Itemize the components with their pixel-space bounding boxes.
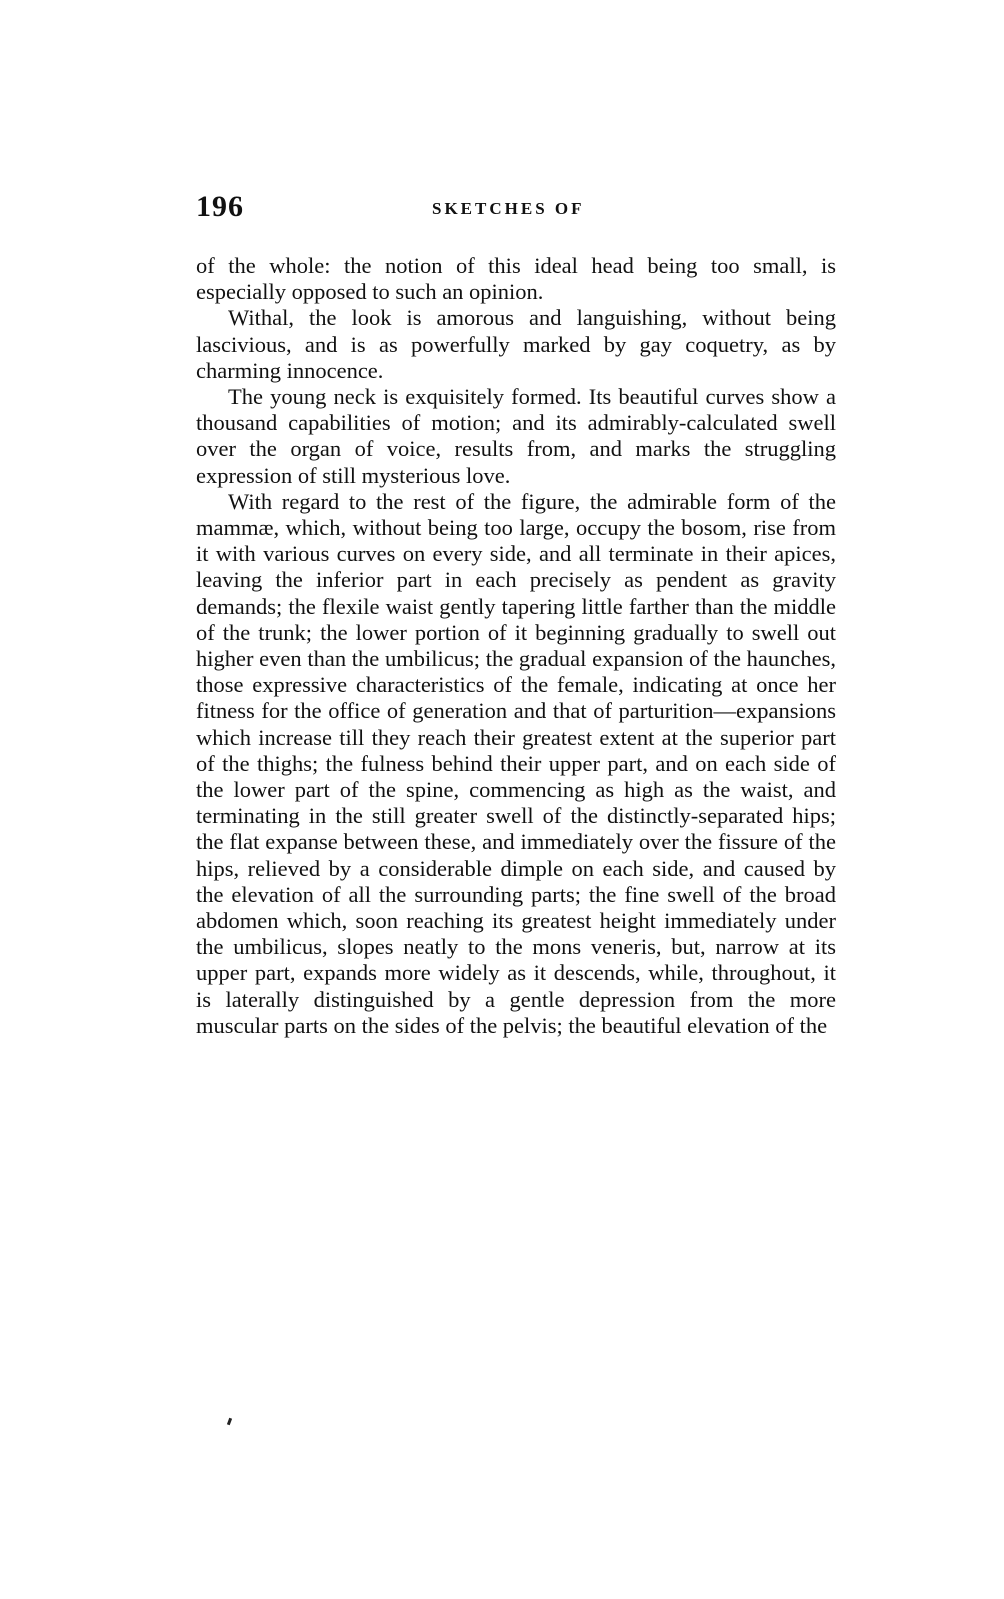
ink-speck (227, 1418, 232, 1426)
paragraph: The young neck is exquisitely formed. Its beautiful curves show a thousand capabilities of motion; and its admirably-calculated swell over the organ of voice, results from, and marks the struggling expression of still mysterious love. (196, 384, 836, 488)
paragraph: Withal, the look is amorous and languishing, without being lascivious, and is as powerfully marked by gay coquetry, as by charming innocence. (196, 305, 836, 383)
page-header (196, 190, 836, 230)
page-number: 196 (196, 190, 244, 223)
running-head: SKETCHES OF (432, 199, 585, 218)
body-text (196, 253, 836, 1039)
paragraph-continuation: of the whole: the notion of this ideal head being too small, is especially opposed to such an opinion. (196, 253, 836, 305)
paragraph: With regard to the rest of the figure, the admirable form of the mammæ, which, without being too large, occupy the bosom, rise from it with various curves on every side, and all terminate in their apices, leaving the inferior part in each precisely as pendent as gravity demands; the flexile waist gently tapering little farther than the middle of the trunk; the lower portion of it beginning gradually to swell out higher even than the umbilicus; the gradual expansion of the haunches, those expressive characteristics of the female, indicating at once her fitness for the office of generation and that of parturition—expansions which increase till they reach their greatest extent at the superior part of the thighs; the fulness behind their upper part, and on each side of the lower part of the spine, commencing as high as the waist, and terminating in the still greater swell of the distinctly-separated hips; the flat expanse between these, and immediately over the fissure of the hips, relieved by a considerable dimple on each side, and caused by the elevation of all the surrounding parts; the fine swell of the broad abdomen which, soon reaching its greatest height immediately under the umbilicus, slopes neatly to the mons veneris, but, narrow at its upper part, expands more widely as it descends, while, throughout, it is laterally distinguished by a gentle depression from the more muscular parts on the sides of the pelvis; the beautiful elevation of the (196, 488, 836, 1038)
